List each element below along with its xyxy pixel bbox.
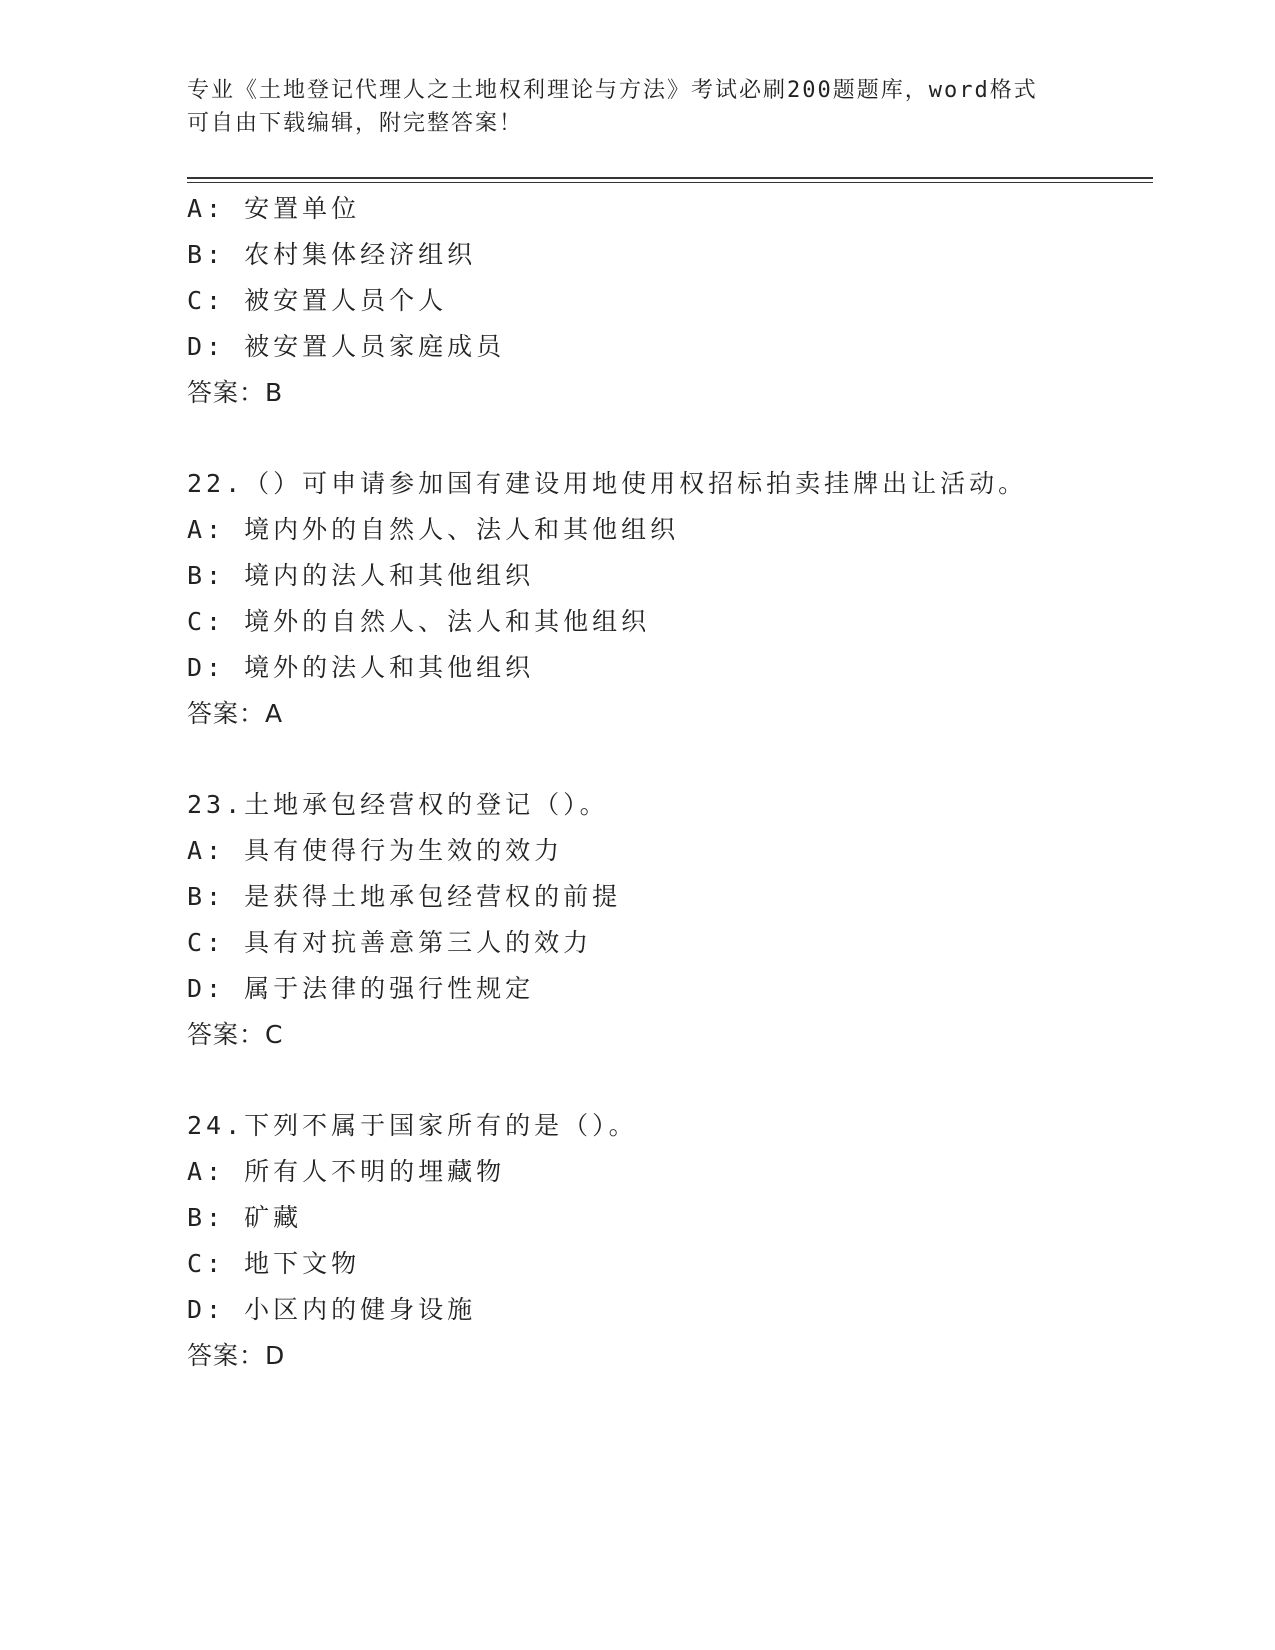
option-b: B: 矿藏 [187,1203,303,1232]
option-a: A: 具有使得行为生效的效力 [187,836,564,865]
option-a: A: 境内外的自然人、法人和其他组织 [187,515,680,544]
header-line-2: 可自由下载编辑，附完整答案！ [187,111,524,136]
document-header [187,74,1087,140]
option-b: B: 境内的法人和其他组织 [187,561,535,590]
answer: 答案：A [187,699,284,728]
answer: 答案：B [187,378,284,407]
option-c: C: 被安置人员个人 [187,286,448,315]
option-a: A: 所有人不明的埋藏物 [187,1157,506,1186]
option-a: A: 安置单位 [187,194,361,223]
question-list [187,186,1153,1379]
option-d: D: 境外的法人和其他组织 [187,653,535,682]
option-d: D: 小区内的健身设施 [187,1295,477,1324]
header-divider-thin [187,182,1153,183]
spacer [187,1058,1153,1103]
question-text: 24.下列不属于国家所有的是（）。 [187,1111,638,1140]
option-d: D: 属于法律的强行性规定 [187,974,535,1003]
option-c: C: 境外的自然人、法人和其他组织 [187,607,651,636]
option-b: B: 农村集体经济组织 [187,240,477,269]
question-22 [187,461,1153,737]
answer: 答案：D [187,1341,286,1370]
question-text: 22.（）可申请参加国有建设用地使用权招标拍卖挂牌出让活动。 [187,469,1028,498]
option-d: D: 被安置人员家庭成员 [187,332,506,361]
question-24 [187,1103,1153,1379]
option-c: C: 具有对抗善意第三人的效力 [187,928,593,957]
header-line-1: 专业《土地登记代理人之土地权利理论与方法》考试必刷200题题库，word格式 [187,78,1038,103]
answer: 答案：C [187,1020,284,1049]
spacer [187,416,1153,461]
question-text: 23.土地承包经营权的登记（）。 [187,790,609,819]
header-divider-thick [187,177,1153,179]
question-23 [187,782,1153,1058]
spacer [187,737,1153,782]
option-c: C: 地下文物 [187,1249,361,1278]
question-21 [187,186,1153,416]
option-b: B: 是获得土地承包经营权的前提 [187,882,622,911]
